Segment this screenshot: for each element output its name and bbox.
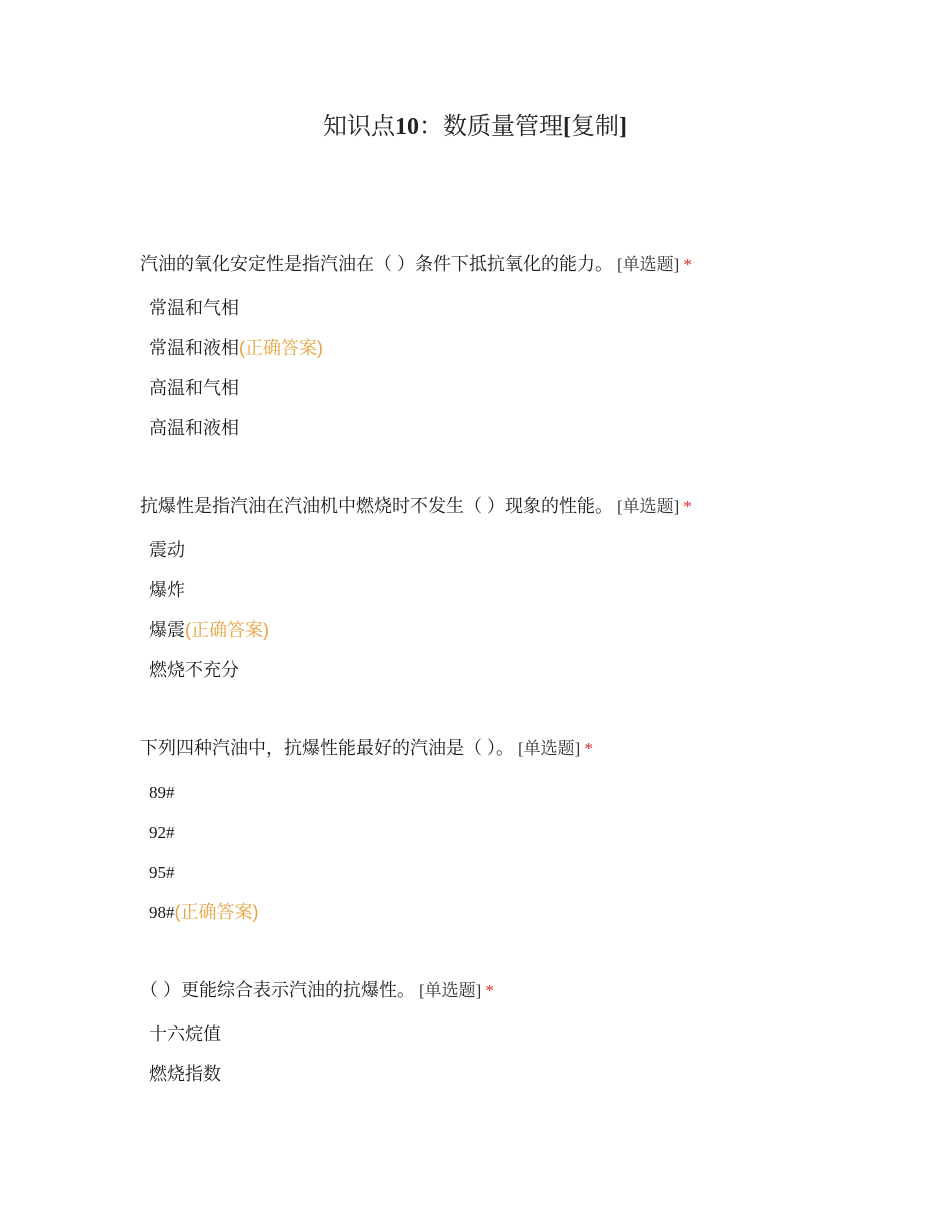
option-item[interactable] (149, 295, 840, 321)
option-text: 89# (149, 783, 175, 802)
option-item[interactable] (149, 537, 840, 563)
option-item[interactable] (149, 657, 840, 683)
option-list (140, 295, 840, 441)
question-text: 汽油的氧化安定性是指汽油在（ ）条件下抵抗氧化的能力。 (140, 254, 613, 274)
question-1 (140, 251, 840, 455)
question-stem (140, 493, 840, 519)
option-text: 常温和气相 (149, 298, 239, 318)
question-4 (140, 977, 840, 1101)
question-type-label: [单选题] (518, 739, 581, 758)
option-item[interactable] (149, 617, 840, 643)
option-list (140, 537, 840, 683)
question-text: 下列四种汽油中，抗爆性能最好的汽油是（ ）。 (140, 738, 514, 758)
required-mark: * (683, 255, 692, 274)
title-open-bracket: [ (563, 114, 571, 140)
correct-answer-mark: (正确答案) (174, 902, 259, 922)
option-item[interactable] (149, 819, 840, 845)
correct-answer-mark: (正确答案) (185, 620, 269, 640)
option-item[interactable] (149, 577, 840, 603)
question-type-label: [单选题] (617, 255, 680, 274)
question-stem (140, 251, 840, 277)
option-text: 爆炸 (149, 580, 185, 600)
option-text: 十六烷值 (149, 1024, 221, 1044)
option-list (140, 779, 840, 925)
option-item[interactable] (149, 1061, 840, 1087)
option-text: 燃烧指数 (149, 1064, 221, 1084)
option-item[interactable] (149, 375, 840, 401)
page-title (0, 110, 950, 144)
question-type-label: [单选题] (617, 497, 680, 516)
option-text: 98# (149, 903, 175, 922)
option-item[interactable] (149, 335, 840, 361)
option-text: 燃烧不充分 (149, 660, 239, 680)
title-tag: 复制 (571, 114, 619, 140)
question-text: （ ）更能综合表示汽油的抗爆性。 (140, 980, 415, 1000)
option-text: 92# (149, 823, 175, 842)
option-text: 高温和液相 (149, 418, 239, 438)
option-text: 95# (149, 863, 175, 882)
question-3 (140, 735, 840, 939)
option-list (140, 1021, 840, 1087)
option-text: 爆震 (149, 620, 185, 640)
question-stem (140, 735, 840, 761)
option-text: 高温和气相 (149, 378, 239, 398)
option-item[interactable] (149, 1021, 840, 1047)
option-item[interactable] (149, 415, 840, 441)
correct-answer-mark: (正确答案) (239, 338, 323, 358)
question-text: 抗爆性是指汽油在汽油机中燃烧时不发生（ ）现象的性能。 (140, 496, 613, 516)
required-mark: * (485, 981, 494, 1000)
option-item[interactable] (149, 899, 840, 925)
question-2 (140, 493, 840, 697)
option-text: 常温和液相 (149, 338, 239, 358)
title-suffix: ：数质量管理 (419, 114, 563, 140)
question-type-label: [单选题] (419, 981, 482, 1000)
title-prefix: 知识点 (323, 114, 395, 140)
option-item[interactable] (149, 779, 840, 805)
title-number: 10 (395, 114, 419, 140)
required-mark: * (683, 497, 692, 516)
option-text: 震动 (149, 540, 185, 560)
option-item[interactable] (149, 859, 840, 885)
title-close-bracket: ] (619, 114, 627, 140)
question-stem (140, 977, 840, 1003)
required-mark: * (584, 739, 593, 758)
